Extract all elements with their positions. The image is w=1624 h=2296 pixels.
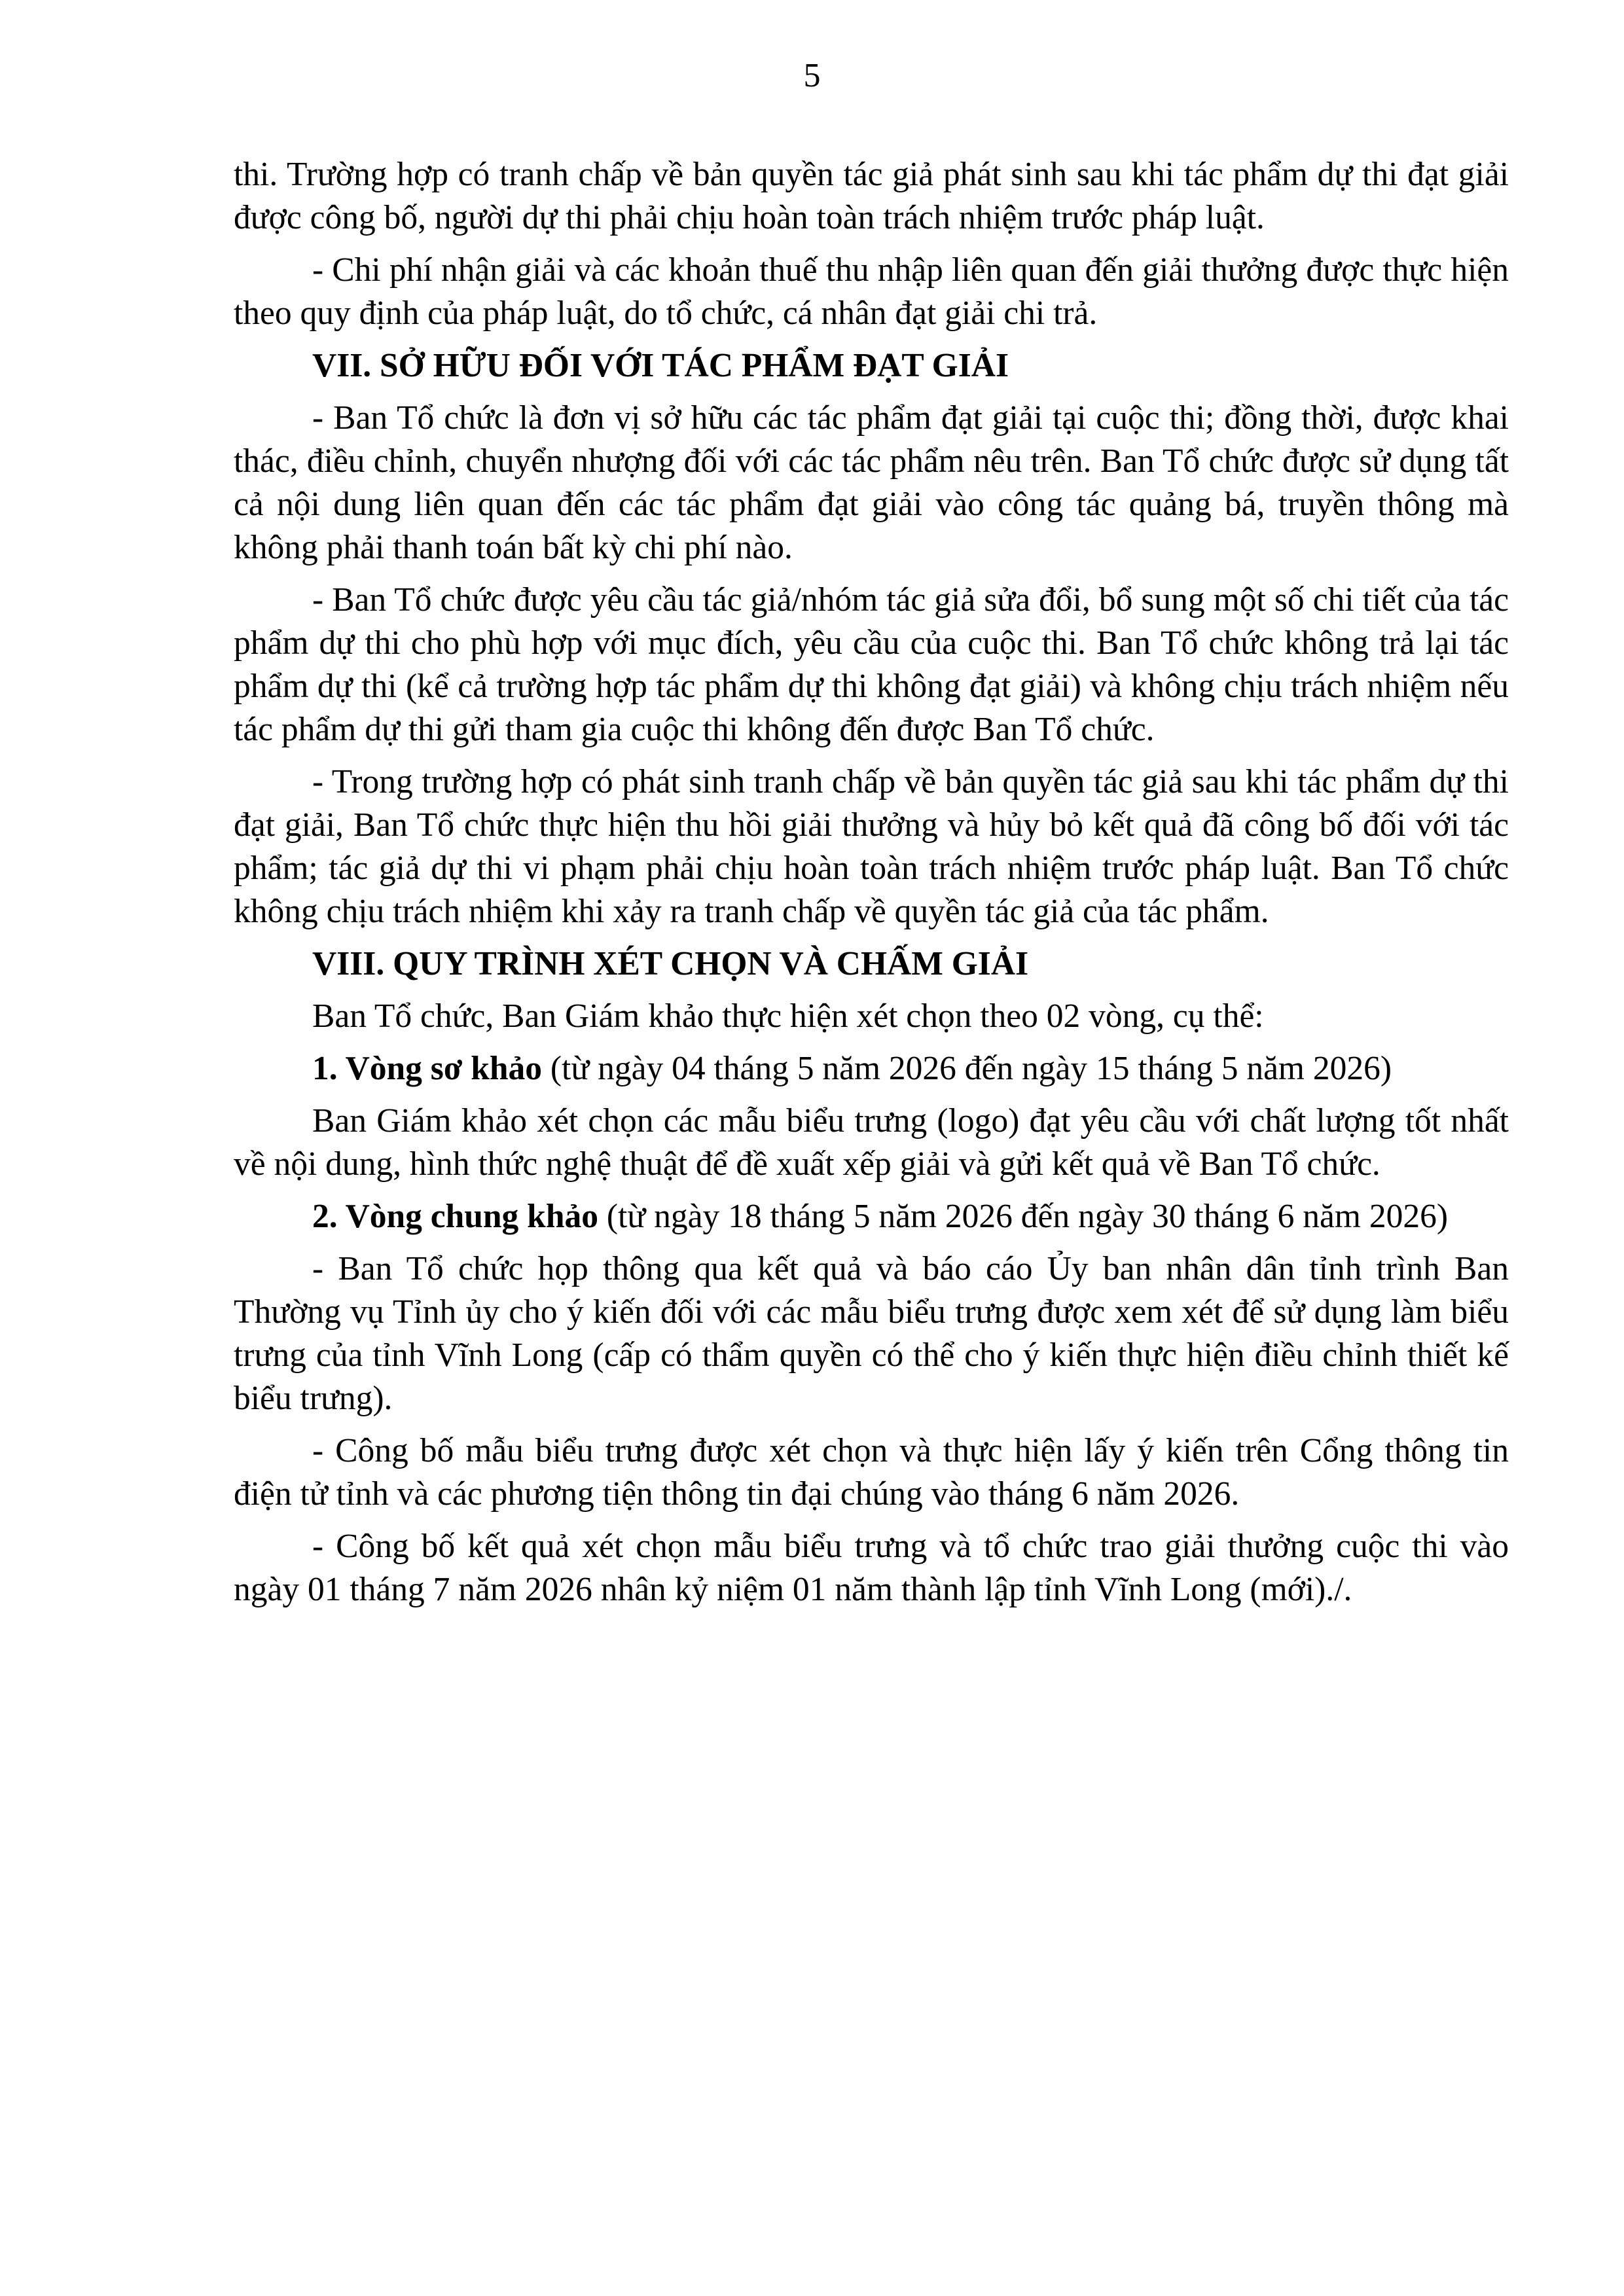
document-body — [234, 153, 1509, 1621]
paragraph-continuation: thi. Trường hợp có tranh chấp về bản quyền tác giả phát sinh sau khi tác phẩm dự thi đạt giải được công bố, người dự thi phải chịu hoàn toàn trách nhiệm trước pháp luật. — [234, 156, 1509, 236]
paragraph-round-1-desc: Ban Giám khảo xét chọn các mẫu biểu trưng (logo) đạt yêu cầu với chất lượng tốt nhất về nội dung, hình thức nghệ thuật để đề xuất xếp giải và gửi kết quả về Ban Tổ chức. — [234, 1102, 1509, 1183]
paragraph-rounds-intro: Ban Tổ chức, Ban Giám khảo thực hiện xét chọn theo 02 vòng, cụ thể: — [312, 997, 1264, 1035]
section-heading-viii: VIII. QUY TRÌNH XÉT CHỌN VÀ CHẤM GIẢI — [312, 945, 1029, 982]
paragraph-ownership: - Ban Tổ chức là đơn vị sở hữu các tác phẩm đạt giải tại cuộc thi; đồng thời, được khai thác, điều chỉnh, chuyển nhượng đối với các tác phẩm nêu trên. Ban Tổ chức được sử dụng tất cả nội dung liên quan đến các tác phẩm đạt giải vào công tác quảng bá, truyền thông mà không phải thanh toán bất kỳ chi phí nào. — [234, 399, 1509, 566]
paragraph-award-costs: - Chi phí nhận giải và các khoản thuế thu nhập liên quan đến giải thưởng được thực hiện theo quy định của pháp luật, do tổ chức, cá nhân đạt giải chi trả. — [234, 251, 1509, 332]
paragraph-round-2 — [234, 1195, 1509, 1238]
section-heading-vii: VII. SỞ HỮU ĐỐI VỚI TÁC PHẨM ĐẠT GIẢI — [312, 347, 1009, 384]
round-1-dates: (từ ngày 04 tháng 5 năm 2026 đến ngày 15 tháng 5 năm 2026) — [542, 1050, 1392, 1087]
paragraph-dispute: - Trong trường hợp có phát sinh tranh chấp về bản quyền tác giả sau khi tác phẩm dự thi đạt giải, Ban Tổ chức thực hiện thu hồi giải thưởng và hủy bỏ kết quả đã công bố đối với tác phẩm; tác giả dự thi vi phạm phải chịu hoàn toàn trách nhiệm trước pháp luật. Ban Tổ chức không chịu trách nhiệm khi xảy ra tranh chấp về quyền tác giả của tác phẩm. — [234, 763, 1509, 930]
page-number: 5 — [803, 57, 821, 94]
paragraph-round-1 — [234, 1047, 1509, 1090]
paragraph-round-2-award: - Công bố kết quả xét chọn mẫu biểu trưng và tổ chức trao giải thưởng cuộc thi vào ngày 01 tháng 7 năm 2026 nhân kỷ niệm 01 năm thành lập tỉnh Vĩnh Long (mới)./. — [234, 1528, 1509, 1608]
paragraph-round-2-meeting: - Ban Tổ chức họp thông qua kết quả và báo cáo Ủy ban nhân dân tỉnh trình Ban Thường vụ Tỉnh ủy cho ý kiến đối với các mẫu biểu trưng được xem xét để sử dụng làm biểu trưng của tỉnh Vĩnh Long (cấp có thẩm quyền có thể cho ý kiến thực hiện điều chỉnh thiết kế biểu trưng). — [234, 1250, 1509, 1417]
round-2-title: 2. Vòng chung khảo — [312, 1198, 598, 1235]
paragraph-round-2-publish: - Công bố mẫu biểu trưng được xét chọn và thực hiện lấy ý kiến trên Cổng thông tin điện tử tỉnh và các phương tiện thông tin đại chúng vào tháng 6 năm 2026. — [234, 1432, 1509, 1513]
round-1-title: 1. Vòng sơ khảo — [312, 1050, 542, 1087]
paragraph-modification: - Ban Tổ chức được yêu cầu tác giả/nhóm tác giả sửa đổi, bổ sung một số chi tiết của tác phẩm dự thi cho phù hợp với mục đích, yêu cầu của cuộc thi. Ban Tổ chức không trả lại tác phẩm dự thi (kể cả trường hợp tác phẩm dự thi không đạt giải) và không chịu trách nhiệm nếu tác phẩm dự thi gửi tham gia cuộc thi không đến được Ban Tổ chức. — [234, 581, 1509, 748]
round-2-dates: (từ ngày 18 tháng 5 năm 2026 đến ngày 30 tháng 6 năm 2026) — [598, 1198, 1448, 1235]
